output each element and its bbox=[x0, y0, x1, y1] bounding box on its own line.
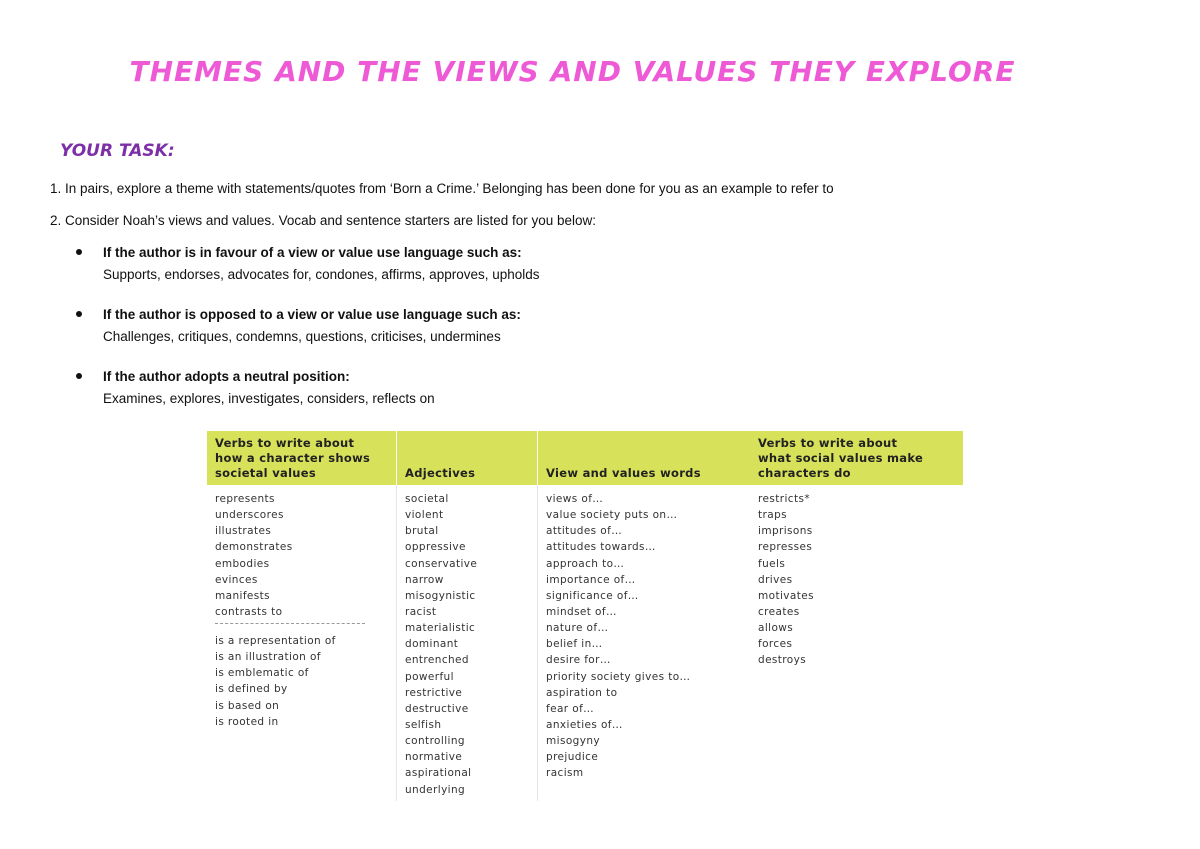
column-divider bbox=[396, 485, 397, 801]
table-cell: illustrates bbox=[215, 525, 272, 538]
column-view-values-words bbox=[546, 491, 690, 782]
header-adjectives: Adjectives bbox=[405, 466, 476, 480]
table-cell: attitudes towards… bbox=[546, 541, 656, 554]
table-cell: is an illustration of bbox=[215, 651, 321, 664]
bullet-heading: If the author adopts a neutral position: bbox=[103, 369, 350, 384]
table-cell: is emblematic of bbox=[215, 667, 309, 680]
table-cell: fuels bbox=[758, 557, 786, 570]
table-header-row bbox=[207, 431, 963, 485]
bullet-text: Examines, explores, investigates, considers, reflects on bbox=[103, 391, 435, 406]
bullet-text: Challenges, critiques, condemns, questions, criticises, undermines bbox=[103, 329, 501, 344]
bullet-text: Supports, endorses, advocates for, condones, affirms, approves, upholds bbox=[103, 267, 540, 282]
table-cell: creates bbox=[758, 605, 800, 618]
header-divider bbox=[537, 431, 538, 485]
table-cell: entrenched bbox=[405, 654, 469, 667]
table-cell: approach to… bbox=[546, 557, 625, 570]
table-cell: is rooted in bbox=[215, 715, 279, 728]
table-cell: motivates bbox=[758, 589, 814, 602]
table-cell: powerful bbox=[405, 670, 454, 683]
table-cell: manifests bbox=[215, 589, 271, 602]
table-cell: evinces bbox=[215, 573, 258, 586]
table-cell: prejudice bbox=[546, 751, 599, 764]
header-view-values-words: View and values words bbox=[546, 466, 701, 480]
table-cell: drives bbox=[758, 573, 793, 586]
bullet-dot-icon bbox=[76, 373, 82, 379]
table-cell: underlying bbox=[405, 783, 466, 796]
table-cell: racism bbox=[546, 767, 584, 780]
instruction-2: 2. Consider Noah’s views and values. Vocab and sentence starters are listed for you below: bbox=[50, 213, 597, 228]
table-cell: importance of… bbox=[546, 573, 636, 586]
table-cell: destroys bbox=[758, 654, 807, 667]
table-cell: traps bbox=[758, 509, 788, 522]
header-divider bbox=[396, 431, 397, 485]
column-divider bbox=[537, 485, 538, 801]
table-cell: fear of… bbox=[546, 702, 595, 715]
table-cell: aspirational bbox=[405, 767, 472, 780]
table-cell: significance of… bbox=[546, 589, 639, 602]
table-cell: is a representation of bbox=[215, 635, 336, 647]
column-verbs-social-values bbox=[758, 491, 814, 669]
table-cell: materialistic bbox=[405, 622, 476, 635]
table-cell: value society puts on… bbox=[546, 509, 678, 522]
table-cell: restricts* bbox=[758, 493, 810, 505]
bullet-heading: If the author is in favour of a view or value use language such as: bbox=[103, 245, 522, 260]
table-cell: represents bbox=[215, 493, 275, 505]
table-cell: racist bbox=[405, 605, 437, 618]
table-cell: demonstrates bbox=[215, 541, 293, 554]
table-cell: nature of… bbox=[546, 622, 609, 635]
table-cell: selfish bbox=[405, 718, 442, 731]
table-cell: is defined by bbox=[215, 683, 288, 696]
table-cell: contrasts to bbox=[215, 605, 283, 618]
task-heading: YOUR TASK: bbox=[60, 141, 175, 161]
dashed-divider bbox=[215, 623, 365, 624]
table-cell: misogyny bbox=[546, 735, 600, 748]
table-cell: oppressive bbox=[405, 541, 466, 554]
table-cell: forces bbox=[758, 638, 793, 651]
table-cell: allows bbox=[758, 622, 794, 635]
table-cell: mindset of… bbox=[546, 605, 617, 618]
table-cell: anxieties of… bbox=[546, 718, 623, 731]
bullet-dot-icon bbox=[76, 249, 82, 255]
header-verbs-social-values: Verbs to write about what social values make characters do bbox=[758, 436, 924, 480]
table-cell: controlling bbox=[405, 735, 465, 748]
table-cell: aspiration to bbox=[546, 686, 618, 699]
table-cell: belief in… bbox=[546, 638, 603, 651]
table-cell: is based on bbox=[215, 699, 280, 712]
table-cell: conservative bbox=[405, 557, 478, 570]
column-verbs-societal bbox=[215, 491, 293, 620]
table-cell: societal bbox=[405, 493, 449, 505]
vocab-table bbox=[207, 431, 963, 801]
table-cell: normative bbox=[405, 751, 463, 764]
page-title: THEMES AND THE VIEWS AND VALUES THEY EXPLORE bbox=[129, 55, 1016, 88]
header-verbs-societal: Verbs to write about how a character shows societal values bbox=[215, 436, 371, 480]
table-cell: embodies bbox=[215, 557, 270, 570]
table-cell: destructive bbox=[405, 702, 469, 715]
table-cell: desire for… bbox=[546, 654, 611, 667]
table-cell: misogynistic bbox=[405, 589, 476, 602]
table-cell: restrictive bbox=[405, 686, 463, 699]
table-cell: underscores bbox=[215, 509, 284, 522]
column-phrases bbox=[215, 633, 336, 730]
bullet-heading: If the author is opposed to a view or value use language such as: bbox=[103, 307, 521, 322]
table-cell: narrow bbox=[405, 573, 444, 586]
table-cell: represses bbox=[758, 541, 813, 554]
table-cell: violent bbox=[405, 509, 444, 522]
column-adjectives bbox=[405, 491, 477, 798]
instruction-1: 1. In pairs, explore a theme with statements/quotes from ‘Born a Crime.’ Belonging has been done for you as an example to refer to bbox=[50, 181, 834, 196]
bullet-dot-icon bbox=[76, 311, 82, 317]
table-cell: dominant bbox=[405, 638, 459, 651]
table-cell: attitudes of… bbox=[546, 525, 623, 538]
table-cell: brutal bbox=[405, 525, 439, 538]
table-cell: priority society gives to… bbox=[546, 670, 691, 683]
table-cell: views of… bbox=[546, 493, 604, 505]
table-cell: imprisons bbox=[758, 525, 813, 538]
